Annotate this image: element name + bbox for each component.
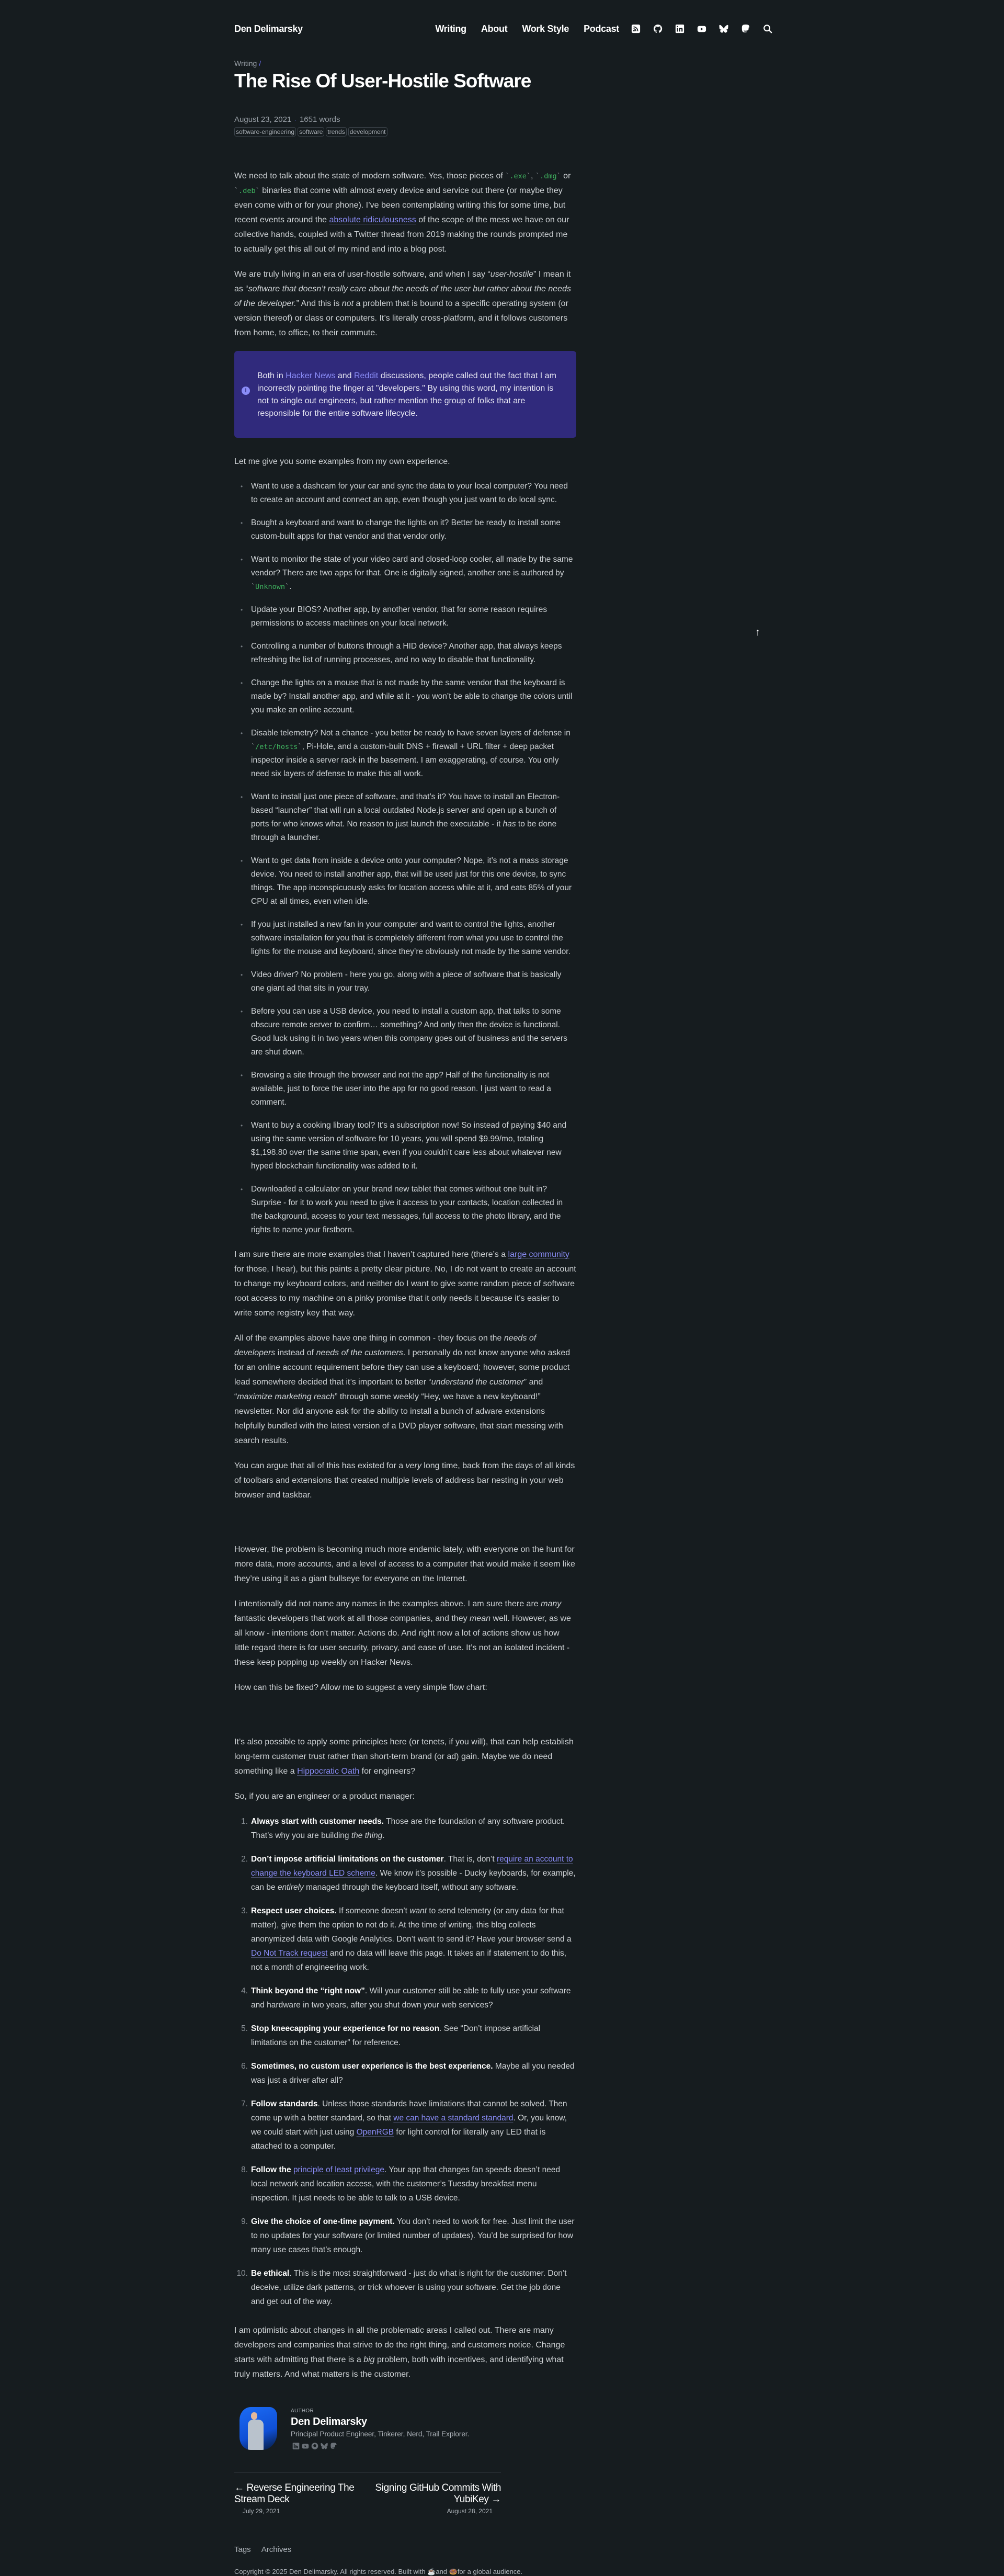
inline-link[interactable]: principle of least privilege [293, 2165, 384, 2174]
list-number: 4. [241, 1987, 248, 1995]
emphasis: needs of the customers [316, 1348, 403, 1357]
next-post-date: August 28, 2021 [447, 2507, 493, 2515]
list-number: 3. [241, 1907, 248, 1915]
list-number: 9. [241, 2217, 248, 2226]
tag-list [234, 127, 576, 137]
site-footer [234, 2545, 576, 2576]
principles-list [234, 1814, 576, 2309]
emphasis: needs of developers [234, 1334, 537, 1357]
image-placeholder [234, 1513, 576, 1542]
inline-link[interactable]: absolute ridiculousness [329, 215, 416, 224]
text-segment: Before you can use a USB device, you need to install a custom app, that talks to some obscure remote server to confirm… something? And only then the device is functional. Good luck using it in two years when this company goes out of business and the servers are shut down. [251, 1007, 567, 1057]
breadcrumb [234, 59, 576, 67]
site-brand-link[interactable]: Den Delimarsky [234, 23, 303, 34]
text-segment: . That is, don’t [443, 1855, 497, 1864]
list-item [234, 1183, 576, 1237]
text-segment: Want to get data from inside a device onto your computer? Nope, it’s not a mass storage device. You need to install another app, that will be used just for this one device, to sync things. The app inconspicuously asks for location access while at it, and eats 85% of your CPU at all times, even when idle. [251, 856, 572, 906]
search-icon[interactable] [762, 24, 773, 34]
list-item [234, 1984, 576, 2012]
text-segment: . Your app that changes fan speeds doesn’t need local network and location access, with the customer’s Tuesday breakfast menu inspection. It just needs to be able to talk to a USB device. [251, 2165, 561, 2203]
nav-writing[interactable]: Writing [435, 23, 466, 34]
copyright: Copyright © 2025 Den Delimarsky. All rights reserved. Built with ☕and 🍩for a global audience. [234, 2568, 523, 2575]
arrow-left-icon: ← [234, 2482, 244, 2493]
list-item [234, 1814, 576, 1843]
text-segment: I intentionally did not name any names in the examples above. I am sure there are [234, 1599, 541, 1608]
list-item [234, 2163, 576, 2205]
text-segment: I am sure there are more examples that I haven’t captured here (there’s a [234, 1250, 508, 1259]
previous-post-date: July 29, 2021 [243, 2507, 280, 2515]
info-icon: i [242, 387, 250, 395]
text-segment: . Will your customer still be able to fully use your software and hardware in two years, after you shut down your web services? [251, 1987, 571, 2010]
previous-post-link[interactable] [234, 2482, 354, 2505]
list-item [234, 2097, 576, 2153]
list-item [234, 1069, 576, 1109]
paragraph [234, 1459, 576, 1503]
text-segment: and no data will leave this page. It takes an if statement to do this, not a month of engineering work. [251, 1949, 567, 1972]
bluesky-icon[interactable] [718, 24, 729, 34]
list-item [234, 553, 576, 594]
text-segment: long time, back from the days of all kinds of toolbars and extensions that created multiple levels of address bar nesting in your web browser and taskbar. [234, 1461, 575, 1500]
text-segment: Update your BIOS? Another app, by another vendor, that for some reason requires permissions to access machines on your local network. [251, 605, 547, 628]
paragraph [234, 267, 576, 341]
text-segment: Both in [257, 371, 286, 380]
text-segment: discussions, people called out the fact that I am incorrectly pointing the finger at "developers." By using this word, my intention is not to single out engineers, but rather mention the group of folks that are responsible for the entire software lifecycle. [257, 371, 556, 418]
paragraph [234, 1735, 576, 1779]
emphasis: user-hostile [490, 270, 534, 279]
text-segment: . See “Don’t impose artificial limitations on the customer” for reference. [251, 2024, 541, 2047]
emphasis: the thing [351, 1831, 383, 1840]
page-title: The Rise Of User-Hostile Software [234, 70, 531, 92]
text-segment: Controlling a number of buttons through a HID device? Another app, that always keeps refreshing the list of running processes, and no way to disable that functionality. [251, 642, 562, 664]
inline-code: ` Unknown ` [251, 583, 289, 591]
text-segment: Want to use a dashcam for your car and sync the data to your local computer? You need to create an account and connect an app, even though you just want to do local sync. [251, 482, 568, 504]
author-label: AUTHOR [291, 2408, 314, 2414]
bold-text: Be ethical [251, 2269, 290, 2278]
inline-code: ` .deb ` [234, 187, 260, 195]
text-segment: . [382, 1831, 385, 1840]
text-segment: You don’t need to work for free. Just limit the user to no updates for your software (or limited number of updates). You’d be surprised for how many use cases that’s enough. [251, 2217, 575, 2254]
post-date: August 23, 2021 [234, 115, 292, 124]
inline-link[interactable]: large community [508, 1250, 569, 1259]
text-segment: If someone doesn’t [336, 1907, 410, 1915]
bold-text: Think beyond the “right now” [251, 1987, 365, 1995]
list-number: 6. [241, 2062, 248, 2071]
back-to-top-button[interactable]: ↑ [755, 627, 760, 638]
text-segment: or [561, 172, 571, 180]
text-segment: problem, both with incentives, and identifying what truly matters. And what matters is the customer. [234, 2355, 564, 2379]
list-item [234, 480, 576, 507]
article-body [234, 169, 576, 2382]
text-segment: Bought a keyboard and want to change the lights on it? Better be ready to install some custom-built apps for that vendor and that vendor only. [251, 518, 561, 541]
divider [234, 2472, 501, 2473]
list-item [234, 854, 576, 909]
list-number: 8. [241, 2165, 248, 2174]
youtube-icon[interactable] [302, 2442, 309, 2453]
list-item [234, 1904, 576, 1974]
emphasis: not [341, 299, 354, 308]
emphasis: want [409, 1907, 427, 1915]
text-segment: All of the examples above have one thing in common - they focus on the [234, 1334, 504, 1343]
emphasis: understand the customer [431, 1378, 524, 1387]
inline-link[interactable]: Hippocratic Oath [297, 1767, 360, 1776]
text-segment: Want to install just one piece of software, and that’s it? You have to install an Electron-based “launcher” that will run a local outdated Node.js server and open up a bunch of ports for who knows what. No reason to just launch the executable - it [251, 792, 560, 829]
list-item [234, 676, 576, 717]
author-socials [292, 2442, 469, 2453]
inline-link[interactable]: we can have a standard standard [393, 2114, 514, 2123]
list-item [234, 1119, 576, 1173]
emphasis: has [503, 820, 516, 829]
text-segment: . This is the most straightforward - just do what is right for the customer. Don’t deceive, utilize dark patterns, or trick whoever is using your software. Get the job done and get out of the way. [251, 2269, 567, 2306]
text-segment: If you just installed a new fan in your computer and want to control the lights, another software installation for you that is completely different from what you use to control the lights for the mouse and keyboard, since they’re obviously not made by the same vendor. [251, 920, 571, 956]
paragraph [234, 169, 576, 257]
next-post-title: Signing GitHub Commits With YubiKey [375, 2482, 501, 2505]
bold-text: Respect user choices. [251, 1907, 337, 1915]
list-number: 7. [241, 2100, 248, 2108]
nav-about[interactable]: About [481, 23, 508, 34]
tag-software[interactable]: software [298, 127, 324, 137]
text-segment: , Pi-Hole, and a custom-built DNS + firewall + URL filter + deep packet inspector inside a server rack in the basement. I am exaggerating, of course. You only need six layers of defense to make this all work. [251, 742, 559, 778]
text-segment: We are truly living in an era of user-hostile software, and when I say “ [234, 270, 490, 279]
footer-tags-link[interactable]: Tags [234, 2545, 251, 2554]
text-segment: binaries that come with almost every device and service out there (or maybe they even come with or for your phone). I’ve been contemplating writing this for some time, but recent events around the [234, 186, 566, 224]
post-meta [234, 115, 576, 124]
text-segment: Want to buy a cooking library tool? It’s a subscription now! So instead of paying $40 and using the same version of software for 10 years, you will spend $9.99/mo, totaling $1,198.80 over the same time span, even if you couldn’t care less about whatever new hyped blockchain functionality was added to it. [251, 1121, 567, 1171]
paragraph [234, 1597, 576, 1670]
text-segment: for light control for literally any LED that is attached to a computer. [251, 2128, 546, 2151]
inline-link[interactable]: OpenRGB [356, 2128, 394, 2137]
nav-podcast[interactable]: Podcast [584, 23, 619, 34]
author-bio: Principal Product Engineer, Tinkerer, Nerd, Trail Explorer. [291, 2430, 470, 2438]
paragraph [234, 2323, 576, 2382]
list-item [234, 968, 576, 995]
list-item [234, 640, 576, 667]
word-count: 1651 words [299, 115, 340, 124]
paragraph [234, 1789, 576, 1804]
text-segment: to send telemetry (or any data for that matter), give them the option to not do it. At the time of writing, this blog collects anonymized data with Google Analytics. Don’t want to send it? Have your browser send a [251, 1907, 572, 1944]
arrow-right-icon: → [491, 2494, 501, 2505]
mastodon-icon[interactable] [740, 24, 751, 34]
text-segment: and [335, 371, 354, 380]
callout-text [257, 370, 561, 420]
inline-link[interactable]: Do Not Track request [251, 1949, 328, 1958]
text-segment: So, if you are an engineer or a product manager: [234, 1792, 415, 1801]
text-segment: How can this be fixed? Allow me to suggest a very simple flow chart: [234, 1683, 487, 1692]
footer-archives-link[interactable]: Archives [261, 2545, 292, 2554]
main-content [234, 59, 576, 2576]
bold-text: Always start with customer needs. [251, 1817, 384, 1826]
text-segment: of the scope of the mess we have on our collective hands, coupled with a Twitter thread from 2019 making the rounds prompted me to actually get this all out of my mind and into a blog post. [234, 215, 569, 254]
examples-lead-paragraph [234, 455, 576, 469]
paragraph [234, 1681, 576, 1695]
list-item [234, 2266, 576, 2309]
text-segment: well. However, as we all know - intentions don’t matter. Actions do. And right now a lot of actions show us how little regard there is for user security, privacy, and ease of use. It’s not an isolated incident - these keep popping up weekly on Hacker News. [234, 1614, 571, 1667]
text-segment: . I personally do not know anyone who asked for an online account requirement before they can use a keyboard; however, some product lead somewhere decided that it’s important to better “ [234, 1348, 571, 1387]
paragraph [234, 1542, 576, 1586]
list-item [234, 603, 576, 630]
list-number: 10. [236, 2269, 248, 2278]
list-number: 1. [241, 1817, 248, 1826]
github-icon[interactable] [653, 24, 663, 34]
previous-post-title: Reverse Engineering The Stream Deck [234, 2482, 355, 2505]
list-number: 2. [241, 1855, 248, 1864]
post-pager [234, 2482, 501, 2515]
text-segment: for those, I hear), but this paints a pretty clear picture. No, I do not want to create an account to change my keyboard colors, and neither do I want to give some random piece of software root access to my machine on a pinky promise that it only needs it because it’s easier to write some registry key that way. [234, 1265, 576, 1318]
text-segment: We need to talk about the state of modern software. Yes, those pieces of [234, 172, 506, 180]
examples-lead-text: Let me give you some examples from my own experience. [234, 457, 450, 466]
main-nav [420, 24, 773, 35]
bold-text: Stop kneecapping your experience for no reason [251, 2024, 440, 2033]
meta-separator: · [294, 117, 296, 123]
text-segment: Want to monitor the state of your video card and closed-loop cooler, all made by the same vendor? There are two apps for that. One is digitally signed, another one is authored by [251, 555, 573, 577]
emphasis: very [405, 1461, 421, 1470]
nav-work-style[interactable]: Work Style [522, 23, 569, 34]
mastodon-icon[interactable] [330, 2442, 337, 2453]
text-segment: However, the problem is becoming much more endemic lately, with everyone on the hunt for more data, more accounts, and a level of access to a computer that would make it seem like they’re using it as a giant bullseye for everyone on the Internet. [234, 1545, 575, 1583]
breadcrumb-writing[interactable]: Writing [234, 59, 257, 67]
list-item [234, 1005, 576, 1059]
next-post[interactable] [369, 2482, 501, 2515]
bold-text: Sometimes, no custom user experience is the best experience. [251, 2062, 493, 2071]
tag-development[interactable]: development [348, 127, 387, 137]
text-segment: fantastic developers that work at all those companies, and they [234, 1614, 470, 1623]
text-segment: . Or, you know, we could start with just using [251, 2114, 567, 2137]
text-segment: . We know it’s possible - Ducky keyboards, for example, can be [251, 1869, 576, 1892]
emphasis: software that doesn’t really care about the needs of the user but rather about the needs of the developer. [234, 285, 571, 308]
text-segment: Video driver? No problem - here you go, along with a piece of software that is basically one giant ad that sits in your tray. [251, 970, 562, 993]
inline-code: ` .dmg ` [535, 172, 561, 180]
text-segment: managed through the keyboard itself, without any software. [303, 1883, 518, 1892]
list-item [234, 2215, 576, 2257]
text-segment: ” And this is [296, 299, 342, 308]
tag-trends[interactable]: trends [326, 127, 346, 137]
inline-link[interactable]: Reddit [354, 371, 379, 380]
inline-code: ` /etc/hosts ` [251, 743, 302, 751]
paragraph [234, 1247, 576, 1321]
bold-text: Follow the [251, 2165, 293, 2174]
github-icon[interactable] [311, 2442, 318, 2453]
linkedin-icon[interactable] [675, 24, 685, 34]
text-segment: Those are the foundation of any software product. That’s why you are building [251, 1817, 565, 1840]
list-item [234, 2022, 576, 2050]
list-item [234, 918, 576, 959]
text-segment: to be done through a launcher. [251, 820, 557, 842]
bluesky-icon[interactable] [321, 2442, 328, 2453]
inline-link[interactable]: Hacker News [286, 371, 336, 380]
text-segment: . [289, 582, 292, 591]
text-segment: . Unless those standards have limitations that cannot be solved. Then come up with a better standard, so that [251, 2100, 567, 2123]
linkedin-icon[interactable] [292, 2442, 300, 2453]
text-segment: ” and “ [234, 1378, 543, 1401]
tag-software-engineering[interactable]: software-engineering [234, 127, 296, 137]
examples-list [234, 480, 576, 1237]
flow-chart-placeholder [234, 1706, 576, 1735]
text-segment: ” I mean it as “ [234, 270, 571, 293]
text-segment: It’s also possible to apply some principles here (or tenets, if you will), that can help establish long-term customer trust rather than short-term brand (or ad) gain. Maybe we do need something like a [234, 1738, 574, 1776]
list-item [234, 1852, 576, 1894]
text-segment: , [531, 172, 535, 180]
text-segment: instead of [275, 1348, 316, 1357]
author-card [234, 2407, 576, 2453]
rss-icon[interactable] [631, 24, 641, 34]
text-segment: for engineers? [359, 1767, 415, 1776]
text-segment: ” through some weekly “Hey, we have a new keyboard!” newsletter. Nor did anyone ask for the ability to install a bunch of adware extensions helpfully bundled with the latest version of a DVD player software, that start messing with search results. [234, 1392, 563, 1445]
emphasis: entirely [277, 1883, 304, 1892]
paragraph [234, 1331, 576, 1448]
bold-text: Don’t impose artificial limitations on the customer [251, 1855, 444, 1864]
text-segment: Disable telemetry? Not a chance - you better be ready to have seven layers of defense in [251, 729, 571, 737]
text-segment: Change the lights on a mouse that is not made by the same vendor that the keyboard is made by? Install another app, and while at it - you won’t be able to change the colors until you make an online account. [251, 678, 573, 714]
previous-post[interactable] [234, 2482, 369, 2515]
text-segment: I am optimistic about changes in all the problematic areas I called out. There are many developers and companies that strive to do the right thing, and customers notice. Change starts with admitting that there is a [234, 2326, 565, 2364]
text-segment: Browsing a site through the browser and not the app? Half of the functionality is not available, just to force the user into the app for no good reason. I just want to read a comment. [251, 1071, 551, 1107]
emphasis: maximize marketing reach [237, 1392, 335, 1401]
bold-text: Give the choice of one-time payment. [251, 2217, 395, 2226]
emphasis: mean [470, 1614, 491, 1623]
author-name: Den Delimarsky [291, 2416, 367, 2427]
youtube-icon[interactable] [697, 24, 707, 34]
list-item [234, 727, 576, 781]
info-callout [234, 351, 576, 438]
breadcrumb-separator: / [259, 59, 261, 67]
list-number: 5. [241, 2024, 248, 2033]
list-item [234, 2059, 576, 2087]
next-post-link[interactable] [375, 2482, 501, 2505]
inline-code: ` .exe ` [505, 172, 531, 180]
site-header [234, 0, 773, 58]
inline-link[interactable]: require an account to change the keyboard LED scheme [251, 1855, 573, 1878]
bold-text: Follow standards [251, 2100, 318, 2108]
author-avatar [239, 2407, 277, 2450]
emphasis: many [541, 1599, 562, 1608]
text-segment: You can argue that all of this has existed for a [234, 1461, 406, 1470]
text-segment: a problem that is bound to a specific operating system (or version thereof) or class or computers. It’s literally cross-platform, and it follows customers from home, to office, to their commute. [234, 299, 568, 337]
list-item [234, 790, 576, 845]
list-item [234, 516, 576, 543]
emphasis: big [363, 2355, 375, 2364]
text-segment: Downloaded a calculator on your brand new tablet that comes without one built in? Surprise - for it to work you need to give it access to your contacts, location collected in the background, access to your text messages, full access to the photo library, and the rights to name your firstborn. [251, 1185, 563, 1234]
text-segment: Maybe all you needed was just a driver after all? [251, 2062, 575, 2085]
